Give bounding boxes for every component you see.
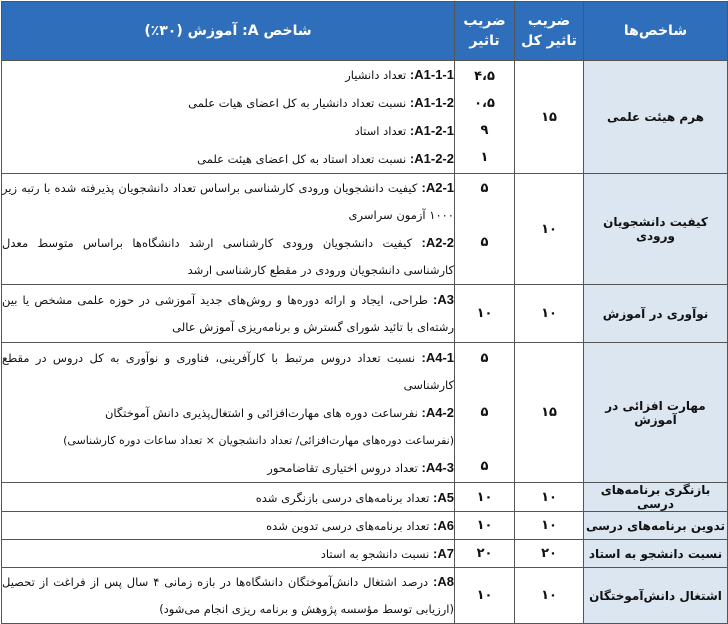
total-weight: ۱۵	[515, 61, 584, 174]
item-text: تعداد دروس اختیاری تقاضامحور	[267, 460, 418, 475]
table-row	[2, 174, 728, 285]
sub-indicator	[2, 286, 454, 341]
item-text: نسبت تعداد استاد به کل اعضای هیئت علمی	[197, 152, 407, 166]
item-weight: ۵	[480, 351, 489, 366]
description-cell	[2, 540, 455, 568]
table-row	[2, 61, 728, 174]
description-cell	[2, 512, 455, 540]
item-text: نسبت تعداد دروس مرتبط با کارآفرینی، فناوری و نوآوری به کل دروس در مقطع کارشناسی	[2, 350, 454, 392]
header-weight: ضریب تاثیر	[455, 2, 515, 61]
header-title: شاخص A: آموزش (۳۰٪)	[2, 2, 455, 61]
item-text: تعداد برنامه‌های درسی تدوین شده	[266, 519, 430, 533]
description-cell	[2, 285, 455, 343]
item-text: تعداد برنامه‌های درسی بازنگری شده	[255, 490, 430, 505]
table-row	[2, 483, 728, 512]
sub-indicator	[2, 89, 454, 117]
weight-cell	[455, 61, 515, 174]
item-weight: ۵	[480, 181, 489, 196]
item-text: نسبت دانشجو به استاد	[320, 547, 430, 561]
item-code: A1-1-1:	[409, 67, 454, 82]
indicator-name: بازنگری برنامه‌های درسی	[584, 483, 728, 512]
sub-indicator	[2, 174, 454, 229]
item-text: درصد اشتغال دانش‌آموختگان دانشگاه‌ها در بازه زمانی ۴ سال پس از فراغت از تحصیل (ارزیابی توسط مؤسسه پژوهش و برنامه ریزی انجام می‌شود)	[2, 575, 454, 616]
header-row	[2, 2, 728, 61]
sub-indicator	[2, 454, 454, 482]
description-cell	[2, 174, 455, 285]
item-code: A2-1:	[421, 180, 455, 195]
indicator-name: مهارت افزائی در آموزش	[584, 343, 728, 483]
item-code: A6:	[433, 518, 454, 533]
sub-indicator	[2, 61, 454, 89]
sub-indicator	[2, 568, 454, 623]
sub-indicator	[2, 344, 454, 399]
weight-cell	[455, 343, 515, 483]
total-weight: ۱۰	[515, 483, 584, 512]
sub-indicator	[2, 229, 454, 284]
item-code: A1-1-2:	[409, 95, 454, 110]
description-cell	[2, 343, 455, 483]
indicator-name: هرم هیئت علمی	[584, 61, 728, 174]
table-row	[2, 540, 728, 568]
item-code: A1-2-1:	[409, 123, 454, 138]
item-text: تعداد دانشیار	[345, 68, 407, 82]
weight-cell	[455, 174, 515, 285]
indicator-name: تدوین برنامه‌های درسی	[584, 512, 728, 540]
total-weight: ۱۰	[515, 568, 584, 624]
item-weight: ۴،۵	[474, 69, 495, 84]
item-text: کیفیت دانشجویان ورودی کارشناسی براساس تعداد دانشجویان پذیرفته شده با رتبه زیر ۱۰۰۰ آزمون سراسری	[2, 181, 454, 222]
item-text: نفرساعت دوره های مهارت‌افزائی و اشتغال‌پذیری دانش آموختگان	[104, 405, 418, 420]
item-text: طراحی، ایجاد و ارائه دوره‌ها و روش‌های جدید آموزشی در حوزه علمی مشخص یا بین رشته‌ای با تائید شورای گسترش و برنامه‌ریزی آموزش عالی	[2, 293, 454, 334]
sub-indicator	[2, 117, 454, 145]
item-weight: ۱۰	[455, 568, 515, 624]
item-code: A4-3:	[421, 459, 454, 475]
item-weight: ۵	[480, 405, 489, 420]
item-code: A1-2-2:	[409, 151, 454, 166]
total-weight: ۱۰	[515, 174, 584, 285]
indicator-name: کیفیت دانشجویان ورودی	[584, 174, 728, 285]
table-row	[2, 285, 728, 343]
description-cell	[2, 568, 455, 624]
item-code: A3:	[433, 292, 454, 307]
indicator-name: اشتغال دانش‌آموختگان	[584, 568, 728, 624]
item-weight: ۵	[480, 235, 489, 250]
sub-indicator	[2, 399, 454, 427]
total-weight: ۱۰	[515, 285, 584, 343]
item-code: A4-2:	[421, 404, 454, 420]
item-weight: ۲۰	[455, 540, 515, 568]
item-code: A8:	[433, 574, 455, 589]
item-code: A4-1:	[421, 349, 455, 365]
indicator-name: نوآوری در آموزش	[584, 285, 728, 343]
sub-indicator	[2, 145, 454, 173]
item-weight: ۱	[480, 150, 489, 165]
total-weight: ۱۵	[515, 343, 584, 483]
item-text: کیفیت دانشجویان ورودی کارشناسی ارشد دانشگاه‌ها براساس متوسط معدل کارشناسی دانشجویان ورودی در مقطع کارشناسی ارشد	[2, 236, 454, 277]
header-indicators: شاخص‌ها	[584, 2, 728, 61]
item-weight: ۹	[480, 123, 489, 138]
header-total-weight: ضریب تاثیر کل	[515, 2, 584, 61]
item-code: A5:	[433, 489, 454, 505]
total-weight: ۱۰	[515, 512, 584, 540]
description-cell	[2, 483, 455, 512]
item-code: A7:	[433, 546, 454, 561]
education-index-table	[1, 1, 728, 624]
item-text: نسبت تعداد دانشیار به کل اعضای هیات علمی	[188, 96, 407, 110]
item-weight: ۰،۵	[474, 96, 495, 111]
item-weight: ۵	[480, 459, 489, 474]
description-cell	[2, 61, 455, 174]
item-code: A2-2:	[421, 235, 454, 250]
table-row	[2, 343, 728, 483]
item-weight: ۱۰	[455, 512, 515, 540]
item-weight: ۱۰	[455, 285, 515, 343]
indicator-name: نسبت دانشجو به استاد	[584, 540, 728, 568]
table-row	[2, 512, 728, 540]
item-note: (نفرساعت دوره‌های مهارت‌افزائی/ تعداد دانشجویان × تعداد ساعات دوره کارشناسی)	[63, 433, 454, 447]
item-weight: ۱۰	[455, 483, 515, 512]
item-text: تعداد استاد	[354, 124, 407, 138]
table-row	[2, 568, 728, 624]
total-weight: ۲۰	[515, 540, 584, 568]
